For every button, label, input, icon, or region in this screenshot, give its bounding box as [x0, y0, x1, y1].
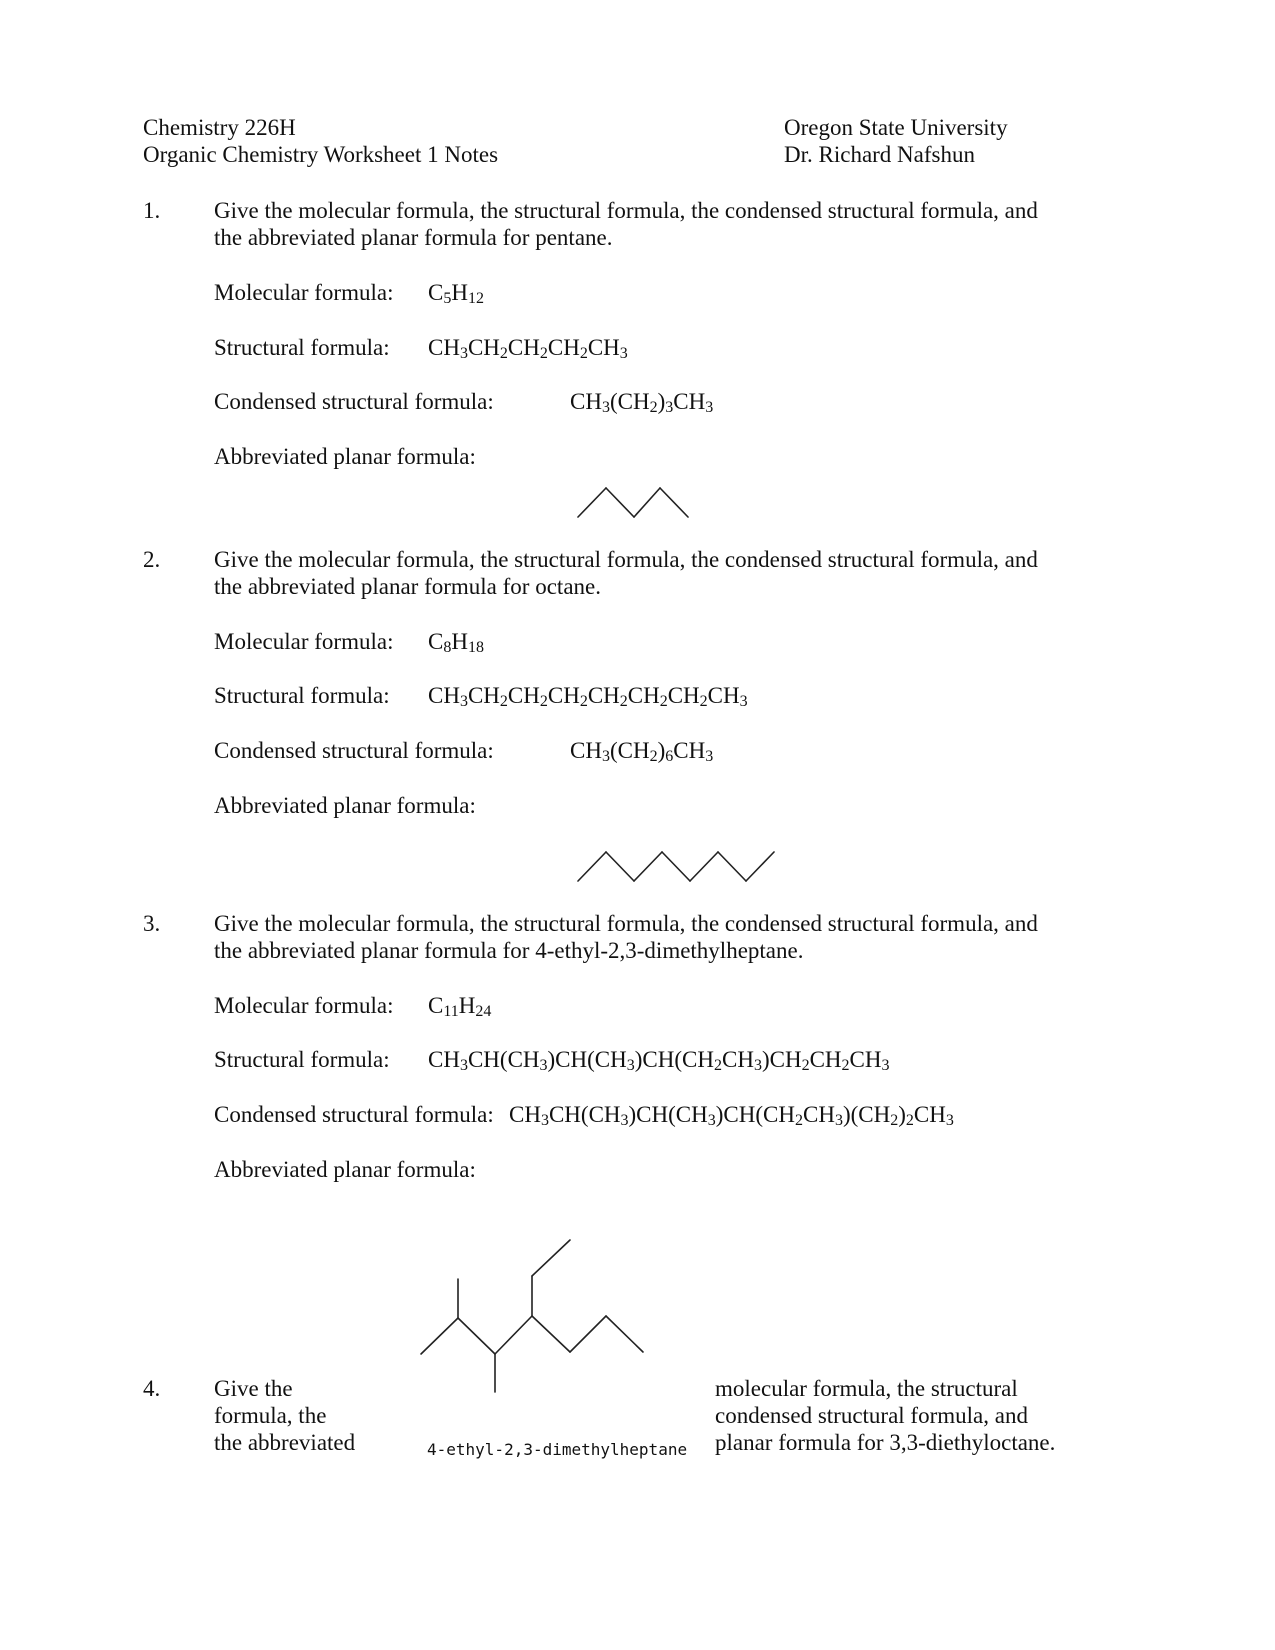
- worksheet-title: Organic Chemistry Worksheet 1 Notes: [143, 142, 499, 167]
- question-2-number: 2.: [143, 547, 161, 572]
- question-4-left-line-3: the abbreviated: [214, 1430, 356, 1455]
- instructor-name: Dr. Richard Nafshun: [784, 142, 975, 167]
- heptane-bond-c1-c2: [421, 1318, 458, 1354]
- question-3-structural-formula: $CH_3CH(CH_3)CH(CH_3)CH(CH_2CH_3)CH_2CH_2CH_3$: [428, 1047, 890, 1074]
- question-2-structural-formula: $CH_3CH_2CH_2CH_2CH_2CH_2CH_2CH_3$: [428, 683, 748, 710]
- question-3-planar-label: Abbreviated planar formula:: [214, 1157, 476, 1182]
- heptane-bond-c6-c7: [606, 1316, 643, 1352]
- question-1-text-line-2: the abbreviated planar formula for pentane.: [214, 225, 613, 250]
- question-4-number: 4.: [143, 1376, 161, 1401]
- question-1-condensed-label: Condensed structural formula:: [214, 389, 494, 414]
- question-2-text-line-2: the abbreviated planar formula for octane.: [214, 574, 601, 599]
- question-1-structural-label: Structural formula:: [214, 335, 390, 360]
- question-2-planar-label: Abbreviated planar formula:: [214, 793, 476, 818]
- question-4-right-line-1: molecular formula, the structural: [715, 1376, 1018, 1401]
- question-3-text-line-2: the abbreviated planar formula for 4-ethyl-2,3-dimethylheptane.: [214, 938, 804, 963]
- heptane-bond-c5-c6: [570, 1316, 606, 1352]
- question-2-molecular-label: Molecular formula:: [214, 629, 394, 654]
- question-2-text-line-1: Give the molecular formula, the structural formula, the condensed structural formula, and: [214, 547, 1038, 572]
- question-2-molecular-formula: $C_8H_{18}$: [428, 629, 484, 656]
- course-title: Chemistry 226H: [143, 115, 296, 140]
- question-1-molecular-label: Molecular formula:: [214, 280, 394, 305]
- question-3-molecular-formula: $C_{11}H_{24}$: [428, 993, 492, 1020]
- university-name: Oregon State University: [784, 115, 1008, 140]
- question-3-condensed-label: Condensed structural formula:: [214, 1102, 494, 1127]
- question-3-molecular-label: Molecular formula:: [214, 993, 394, 1018]
- question-3-text-line-1: Give the molecular formula, the structural formula, the condensed structural formula, and: [214, 911, 1038, 936]
- question-1-molecular-formula: $C_5H_{12}$: [428, 280, 484, 307]
- question-2-structural-label: Structural formula:: [214, 683, 390, 708]
- question-3-number: 3.: [143, 911, 161, 936]
- question-1-condensed-formula: $CH_3(CH_2)_3CH_3$: [570, 389, 714, 416]
- question-1-number: 1.: [143, 198, 161, 223]
- ethyl-branch-c4-bond-2: [532, 1240, 570, 1276]
- question-3-structural-label: Structural formula:: [214, 1047, 390, 1072]
- question-2-condensed-label: Condensed structural formula:: [214, 738, 494, 763]
- heptane-bond-c2-c3: [458, 1318, 495, 1354]
- question-4-left-line-2: formula, the: [214, 1403, 327, 1428]
- heptane-bond-c4-c5: [532, 1316, 570, 1352]
- question-4-right-line-3: planar formula for 3,3-diethyloctane.: [715, 1430, 1056, 1455]
- heptane-bond-c3-c4: [495, 1316, 532, 1354]
- question-1-planar-label: Abbreviated planar formula:: [214, 444, 476, 469]
- question-1-text-line-1: Give the molecular formula, the structural formula, the condensed structural formula, and: [214, 198, 1038, 223]
- question-1-structural-formula: $CH_3CH_2CH_2CH_2CH_3$: [428, 335, 628, 362]
- question-4-left-line-1: Give the: [214, 1376, 293, 1401]
- question-2-condensed-formula: $CH_3(CH_2)_6CH_3$: [570, 738, 714, 765]
- question-4-right-line-2: condensed structural formula, and: [715, 1403, 1028, 1428]
- question-3-condensed-formula: $CH_3CH(CH_3)CH(CH_3)CH(CH_2CH_3)(CH_2)_2CH_3$: [509, 1102, 954, 1129]
- structure-caption: 4-ethyl-2,3-dimethylheptane: [427, 1440, 688, 1459]
